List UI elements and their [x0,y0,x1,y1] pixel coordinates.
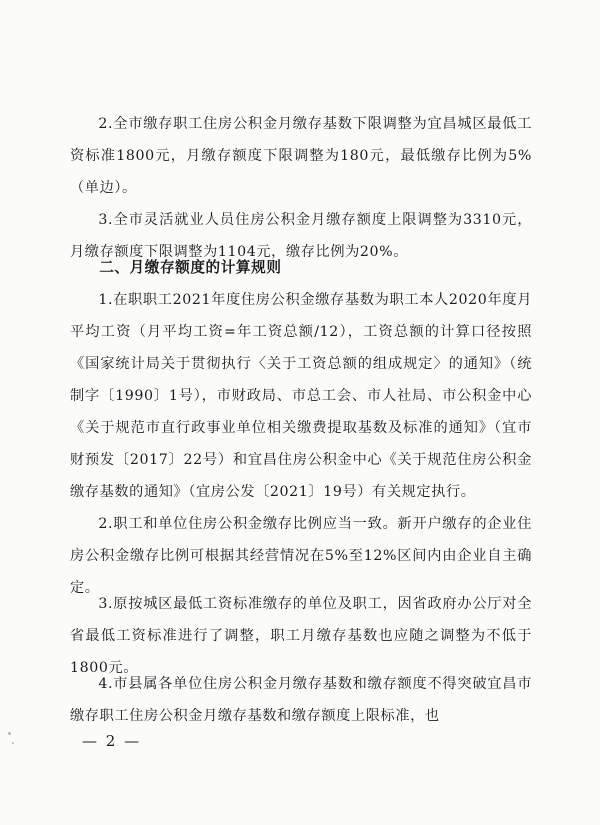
paragraph-rule-3: 3.原按城区最低工资标准缴存的单位及职工，因省政府办公厅对全省最低工资标准进行了调整，职工月缴存基数也应随之调整为不低于1800元。 [70,596,532,676]
paragraph-rule-1: 1.在职职工2021年度住房公积金缴存基数为职工本人2020年度月平均工资（月平均工资=年工资总额/12），工资总额的计算口径按照《国家统计局关于贯彻执行〈关于工资总额的组成规定〉的通知》（统制字〔1990〕1号），市财政局、市总工会、市人社局、市公积金中心《关于规范市直行政事业单位相关缴费提取基数及标准的通知》（宜市财预发〔2017〕22号）和宜昌住房公积金中心《关于规范住房公积金缴存基数的通知》（宜房公发〔2021〕19号）有关规定执行。 [70,292,532,500]
paragraph-item-3: 3.全市灵活就业人员住房公积金月缴存额度上限调整为3310元，月缴存额度下限调整为1104元，缴存比例为20%。 [70,212,532,260]
paragraph-rule-2: 2.职工和单位住房公积金缴存比例应当一致。新开户缴存的企业住房公积金缴存比例可根据其经营情况在5%至12%区间内由企业自主确定。 [70,516,532,596]
paragraph-rule-4: 4.市县属各单位住房公积金月缴存基数和缴存额度不得突破宜昌市缴存职工住房公积金月缴存基数和缴存额度上限标准，也 [70,676,532,724]
section-heading: 二、月缴存额度的计算规则 [99,259,282,276]
scan-speck [8,732,11,735]
paragraph-item-2: 2.全市缴存职工住房公积金月缴存基数下限调整为宜昌城区最低工资标准1800元，月缴存额度下限调整为180元，最低缴存比例为5%（单边）。 [70,116,532,196]
page-number: — 2 — [82,732,142,750]
scan-speck [12,742,14,744]
